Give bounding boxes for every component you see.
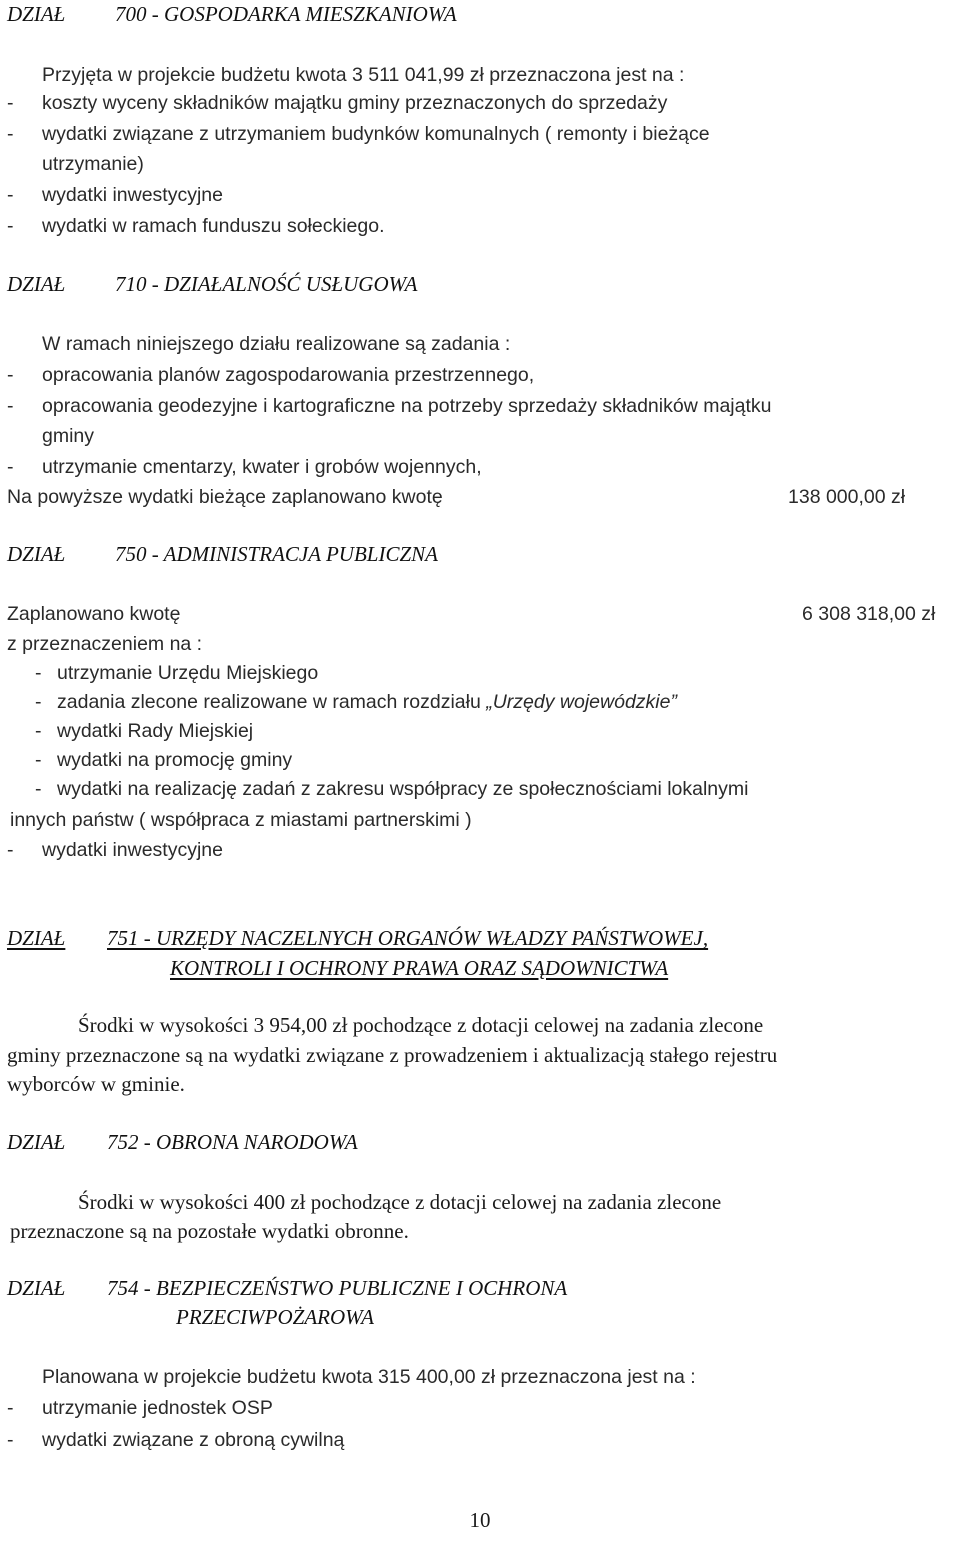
section-754-heading-cont (176, 1303, 676, 1331)
section-label: DZIAŁ (7, 1276, 66, 1300)
section-title: 752 - OBRONA NARODOWA (107, 1130, 358, 1154)
page-number: 10 (469, 1508, 491, 1532)
list-item: - utrzymanie Urzędu Miejskiego (35, 662, 319, 684)
section-title: 750 - ADMINISTRACJA PUBLICZNA (115, 542, 438, 566)
planned-amount: 6 308 318,00 zł (802, 603, 936, 625)
section-title: 751 - URZĘDY NACZELNYCH ORGANÓW WŁADZY PAŃSTWOWEJ, (107, 926, 709, 950)
list-item: - wydatki w ramach funduszu sołeckiego. (7, 215, 385, 237)
list-item: - opracowania geodezyjne i kartograficzne na potrzeby sprzedaży składników majątku (7, 395, 772, 417)
section-label: DZIAŁ (7, 2, 66, 26)
list-item: - zadania zlecone realizowane w ramach rozdziału „Urzędy wojewódzkie” (35, 691, 677, 713)
section-752-heading (7, 1128, 707, 1156)
section-710-heading (7, 270, 707, 298)
list-item-continuation: gminy (42, 425, 95, 447)
list-item: - wydatki związane z utrzymaniem budynków komunalnych ( remonty i bieżące (7, 123, 710, 145)
section-700-intro: Przyjęta w projekcie budżetu kwota 3 511 041,99 zł przeznaczona jest na : (42, 64, 685, 86)
list-item: - wydatki na promocję gminy (35, 749, 293, 771)
section-710-summary (7, 483, 952, 511)
section-751-heading (7, 924, 957, 952)
list-item-continuation: innych państw ( współpraca z miastami partnerskimi ) (10, 809, 472, 831)
section-title: 710 - DZIAŁALNOŚĆ USŁUGOWA (115, 272, 418, 296)
section-title-cont: PRZECIWPOŻAROWA (176, 1305, 375, 1329)
section-label: DZIAŁ (7, 542, 66, 566)
list-item: - wydatki Rady Miejskiej (35, 720, 254, 742)
section-751-paragraph-line: Środki w wysokości 3 954,00 zł pochodzące z dotacji celowej na zadania zlecone (78, 1013, 764, 1037)
list-item: - utrzymanie jednostek OSP (7, 1397, 273, 1419)
list-item: - wydatki związane z obroną cywilną (7, 1429, 345, 1451)
section-751-heading-cont (170, 954, 930, 982)
section-label: DZIAŁ (7, 1130, 66, 1154)
section-754-heading (7, 1274, 807, 1302)
section-750-purpose: z przeznaczeniem na : (7, 633, 203, 655)
summary-amount: 138 000,00 zł (788, 486, 906, 508)
section-title: 700 - GOSPODARKA MIESZKANIOWA (115, 2, 457, 26)
list-item: - opracowania planów zagospodarowania przestrzennego, (7, 364, 535, 386)
section-750-heading (7, 540, 707, 568)
list-item: - wydatki na realizację zadań z zakresu współpracy ze społecznościami lokalnymi (35, 778, 749, 800)
planned-label: Zaplanowano kwotę (7, 603, 181, 625)
section-label: DZIAŁ (7, 272, 66, 296)
section-750-planned (7, 600, 957, 628)
list-item: - wydatki inwestycyjne (7, 184, 223, 206)
section-label: DZIAŁ (7, 926, 66, 950)
chapter-name: „Urzędy wojewódzkie” (486, 691, 677, 713)
section-751-paragraph-line: wyborców w gminie. (7, 1072, 185, 1096)
section-751-paragraph-line: gminy przeznaczone są na wydatki związane z prowadzeniem i aktualizacją stałego rejestru (7, 1043, 778, 1067)
list-item: - wydatki inwestycyjne (7, 839, 223, 861)
section-700-heading (7, 0, 707, 28)
summary-label: Na powyższe wydatki bieżące zaplanowano kwotę (7, 486, 443, 508)
list-item-continuation: utrzymanie) (42, 153, 144, 175)
list-item: - koszty wyceny składników majątku gminy przeznaczonych do sprzedaży (7, 92, 668, 114)
section-title-cont: KONTROLI I OCHRONY PRAWA ORAZ SĄDOWNICTWA (170, 956, 669, 980)
section-752-paragraph-line: Środki w wysokości 400 zł pochodzące z dotacji celowej na zadania zlecone (78, 1190, 722, 1214)
section-752-paragraph-line: przeznaczone są na pozostałe wydatki obronne. (10, 1219, 409, 1243)
section-710-intro: W ramach niniejszego działu realizowane są zadania : (42, 333, 511, 355)
section-title: 754 - BEZPIECZEŃSTWO PUBLICZNE I OCHRONA (107, 1276, 568, 1300)
list-item: - utrzymanie cmentarzy, kwater i grobów wojennych, (7, 456, 482, 478)
section-754-intro: Planowana w projekcie budżetu kwota 315 400,00 zł przeznaczona jest na : (42, 1366, 696, 1388)
